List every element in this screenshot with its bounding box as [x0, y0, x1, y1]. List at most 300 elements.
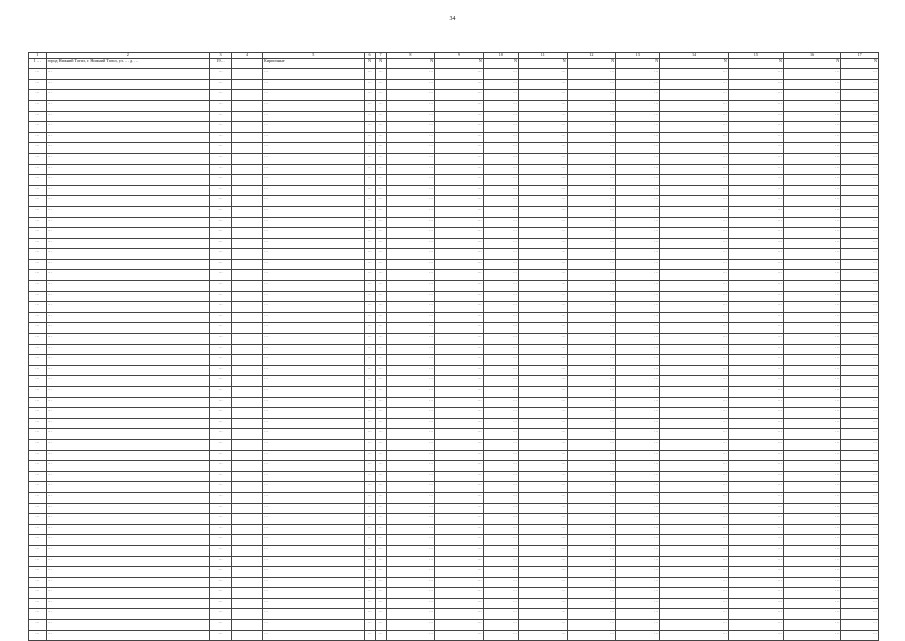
table-cell: … [616, 418, 660, 429]
table-cell: … [728, 588, 783, 599]
table-cell: … [364, 206, 375, 217]
table-cell: … [46, 69, 209, 80]
table-cell: … [46, 270, 209, 281]
table-row [29, 471, 879, 482]
table-cell: … [364, 217, 375, 228]
table-cell: … [375, 387, 386, 398]
table-cell: N [783, 58, 840, 69]
table-cell: … [435, 450, 484, 461]
table-cell: … [375, 323, 386, 334]
table-cell: … [616, 312, 660, 323]
table-cell: … [386, 259, 435, 270]
table-cell: … [660, 450, 728, 461]
table-cell: … [841, 365, 879, 376]
table-cell: … [263, 450, 365, 461]
table-cell: … [783, 228, 840, 239]
table-cell: … [728, 524, 783, 535]
table-cell: … [483, 334, 518, 345]
table-cell: … [728, 196, 783, 207]
table-row [29, 344, 879, 355]
table-cell: … [519, 259, 568, 270]
table-cell: … [263, 259, 365, 270]
table-cell: … [435, 598, 484, 609]
table-row [29, 365, 879, 376]
table-cell: … [483, 100, 518, 111]
table-cell: … [483, 175, 518, 186]
table-cell: … [46, 503, 209, 514]
table-cell: … [728, 461, 783, 472]
table-cell: … [841, 482, 879, 493]
table-row [29, 334, 879, 345]
table-cell: … [263, 270, 365, 281]
table-cell: … [660, 344, 728, 355]
table-cell: … [519, 418, 568, 429]
table-cell: … [263, 535, 365, 546]
table-cell: … [728, 302, 783, 313]
table-cell: … [375, 312, 386, 323]
table-row [29, 598, 879, 609]
table-cell: … [567, 206, 616, 217]
table-row [29, 100, 879, 111]
table-cell: … [435, 249, 484, 260]
table-cell: … [567, 79, 616, 90]
table-cell: … [483, 153, 518, 164]
table-cell: … [375, 196, 386, 207]
table-cell: … [616, 111, 660, 122]
table-cell: … [841, 206, 879, 217]
table-cell: … [728, 334, 783, 345]
table-cell: … [483, 111, 518, 122]
table-row [29, 429, 879, 440]
table-cell: … [210, 492, 232, 503]
table-cell: … [375, 408, 386, 419]
table-cell: … [783, 397, 840, 408]
table-cell: … [519, 196, 568, 207]
table-cell: … [435, 259, 484, 270]
table-row [29, 143, 879, 154]
table-cell: … [386, 598, 435, 609]
table-cell: … [46, 471, 209, 482]
table-cell: … [263, 122, 365, 133]
table-cell: … [483, 397, 518, 408]
table-cell: … [841, 228, 879, 239]
table-cell: … [783, 482, 840, 493]
table-cell: … [616, 630, 660, 641]
table-cell: … [386, 577, 435, 588]
table-cell: N [364, 58, 375, 69]
table-cell: … [46, 185, 209, 196]
table-cell: … [616, 376, 660, 387]
table-cell [232, 323, 263, 334]
table-cell: … [435, 482, 484, 493]
table-cell: … [783, 259, 840, 270]
table-cell: … [375, 132, 386, 143]
table-cell: … [660, 408, 728, 419]
table-cell: … [567, 175, 616, 186]
table-cell: … [519, 122, 568, 133]
table-cell: … [728, 418, 783, 429]
table-cell: … [841, 514, 879, 525]
table-cell: … [728, 175, 783, 186]
table-cell: … [210, 90, 232, 101]
table-cell: … [263, 344, 365, 355]
table-cell: … [616, 90, 660, 101]
table-cell: … [29, 132, 47, 143]
table-cell: … [483, 249, 518, 260]
table-cell: … [483, 556, 518, 567]
table-cell: … [263, 185, 365, 196]
table-cell: … [364, 439, 375, 450]
table-cell: … [435, 312, 484, 323]
table-cell: … [263, 598, 365, 609]
table-cell: … [783, 556, 840, 567]
table-cell [232, 196, 263, 207]
table-cell: … [364, 228, 375, 239]
table-cell: … [46, 450, 209, 461]
table-cell [232, 429, 263, 440]
table-cell: … [483, 503, 518, 514]
table-cell [232, 111, 263, 122]
table-cell: … [386, 620, 435, 631]
table-cell: … [386, 217, 435, 228]
table-cell: … [210, 153, 232, 164]
table-cell: … [46, 217, 209, 228]
table-cell: … [616, 217, 660, 228]
table-cell: … [263, 153, 365, 164]
table-cell: … [483, 196, 518, 207]
table-cell: … [364, 514, 375, 525]
table-cell: … [660, 228, 728, 239]
table-cell [232, 69, 263, 80]
table-cell [232, 620, 263, 631]
table-cell: … [660, 545, 728, 556]
table-cell [232, 238, 263, 249]
table-cell: … [483, 482, 518, 493]
table-cell: … [435, 535, 484, 546]
table-cell: … [841, 397, 879, 408]
table-cell [232, 259, 263, 270]
table-cell: … [841, 132, 879, 143]
table-cell: … [783, 567, 840, 578]
table-cell: … [841, 577, 879, 588]
table-cell: … [841, 90, 879, 101]
table-cell: … [519, 302, 568, 313]
table-cell: … [660, 418, 728, 429]
table-cell: … [263, 439, 365, 450]
table-cell: … [519, 439, 568, 450]
table-cell: … [435, 376, 484, 387]
table-cell: … [728, 217, 783, 228]
table-cell: … [616, 175, 660, 186]
table-cell: … [386, 90, 435, 101]
table-cell: … [841, 439, 879, 450]
table-row [29, 122, 879, 133]
table-cell: … [728, 323, 783, 334]
table-cell: … [841, 567, 879, 578]
table-cell: … [660, 175, 728, 186]
table-cell: … [435, 503, 484, 514]
table-cell: … [783, 270, 840, 281]
table-cell: … [783, 196, 840, 207]
table-cell: … [783, 249, 840, 260]
table-cell: … [616, 206, 660, 217]
table-cell: … [616, 397, 660, 408]
table-cell: … [375, 524, 386, 535]
table-cell: … [263, 461, 365, 472]
table-cell: … [660, 111, 728, 122]
table-cell: … [364, 90, 375, 101]
table-cell: … [435, 461, 484, 472]
table-cell: … [519, 143, 568, 154]
table-cell: … [660, 238, 728, 249]
column-number: 1 [29, 53, 47, 59]
table-cell [232, 344, 263, 355]
table-cell: … [783, 365, 840, 376]
table-cell: … [728, 153, 783, 164]
table-cell: … [435, 153, 484, 164]
table-cell: … [567, 588, 616, 599]
table-cell: … [263, 132, 365, 143]
table-cell: … [435, 291, 484, 302]
table-cell: … [841, 164, 879, 175]
table-cell: … [46, 535, 209, 546]
table-cell: … [29, 164, 47, 175]
table-cell: … [483, 545, 518, 556]
table-cell: … [567, 270, 616, 281]
table-cell: … [483, 387, 518, 398]
table-cell: … [375, 79, 386, 90]
table-cell: … [375, 270, 386, 281]
table-cell: … [46, 567, 209, 578]
table-cell: … [364, 471, 375, 482]
table-cell: … [375, 429, 386, 440]
table-cell: … [386, 185, 435, 196]
table-cell: … [841, 450, 879, 461]
table-cell: … [263, 143, 365, 154]
table-cell: … [567, 429, 616, 440]
table-cell: … [364, 609, 375, 620]
table-cell: … [263, 429, 365, 440]
table-cell: … [728, 100, 783, 111]
table-cell: … [660, 143, 728, 154]
table-cell: … [386, 524, 435, 535]
table-cell: … [46, 492, 209, 503]
column-number: 7 [375, 53, 386, 59]
table-cell: … [435, 323, 484, 334]
table-row [29, 418, 879, 429]
table-cell: … [364, 270, 375, 281]
table-cell: … [364, 111, 375, 122]
table-cell: … [263, 291, 365, 302]
table-cell [232, 609, 263, 620]
table-cell: … [616, 69, 660, 80]
table-cell: … [567, 450, 616, 461]
table-cell: … [660, 302, 728, 313]
table-cell: … [386, 153, 435, 164]
table-cell: … [841, 122, 879, 133]
table-cell: … [386, 132, 435, 143]
table-cell: … [567, 376, 616, 387]
table-cell: … [375, 545, 386, 556]
table-row [29, 185, 879, 196]
table-cell: … [263, 588, 365, 599]
column-number: 6 [364, 53, 375, 59]
table-cell: … [263, 492, 365, 503]
table-cell: … [783, 291, 840, 302]
table-cell: … [783, 302, 840, 313]
table-cell: … [841, 185, 879, 196]
table-cell: … [386, 471, 435, 482]
table-row [29, 482, 879, 493]
table-cell: … [263, 397, 365, 408]
table-cell: … [364, 545, 375, 556]
table-cell: … [567, 514, 616, 525]
table-row [29, 588, 879, 599]
table-cell: … [567, 249, 616, 260]
table-cell [232, 524, 263, 535]
table-row [29, 439, 879, 450]
table-cell: … [783, 598, 840, 609]
table-row [29, 281, 879, 292]
table-cell: … [210, 69, 232, 80]
table-cell: … [660, 69, 728, 80]
table-cell [232, 492, 263, 503]
table-cell [232, 122, 263, 133]
table-cell: … [483, 344, 518, 355]
table-cell: … [435, 630, 484, 641]
table-cell: … [728, 450, 783, 461]
table-cell: … [483, 598, 518, 609]
column-number: 16 [783, 53, 840, 59]
table-cell: … [519, 217, 568, 228]
table-cell: … [435, 609, 484, 620]
table-cell: … [483, 270, 518, 281]
table-cell: … [483, 132, 518, 143]
table-cell: … [46, 153, 209, 164]
table-cell: … [519, 397, 568, 408]
table-cell: … [783, 153, 840, 164]
table-cell: … [375, 471, 386, 482]
table-cell [232, 143, 263, 154]
table-row [29, 249, 879, 260]
table-cell [232, 545, 263, 556]
table-cell: … [783, 503, 840, 514]
table-cell: … [616, 228, 660, 239]
table-cell: … [728, 630, 783, 641]
table-cell: … [29, 376, 47, 387]
table-cell: … [567, 408, 616, 419]
table-cell [232, 556, 263, 567]
table-cell: … [29, 365, 47, 376]
table-cell: … [841, 111, 879, 122]
table-cell: N [567, 58, 616, 69]
table-cell: … [783, 439, 840, 450]
table-cell: … [263, 323, 365, 334]
table-cell: … [210, 461, 232, 472]
table-row [29, 164, 879, 175]
table-cell: … [435, 397, 484, 408]
table-cell: … [210, 387, 232, 398]
table-cell: … [567, 418, 616, 429]
table-cell: … [375, 397, 386, 408]
table-cell: … [483, 439, 518, 450]
table-cell: … [728, 545, 783, 556]
table-cell: … [435, 185, 484, 196]
table-cell [232, 567, 263, 578]
table-cell: … [375, 450, 386, 461]
table-cell: … [435, 567, 484, 578]
table-cell [232, 217, 263, 228]
table-cell: … [783, 461, 840, 472]
table-cell: … [210, 132, 232, 143]
table-cell: … [616, 482, 660, 493]
table-cell: … [783, 524, 840, 535]
table-cell [232, 630, 263, 641]
table-cell: … [263, 228, 365, 239]
table-cell: … [567, 259, 616, 270]
table-cell: … [616, 471, 660, 482]
table-cell: … [375, 492, 386, 503]
table-cell: … [435, 545, 484, 556]
table-cell: … [519, 514, 568, 525]
table-cell: … [29, 69, 47, 80]
table-row [29, 387, 879, 398]
table-cell: … [841, 429, 879, 440]
table-cell: … [375, 217, 386, 228]
table-cell: … [616, 577, 660, 588]
table-cell: … [263, 418, 365, 429]
table-cell: … [375, 259, 386, 270]
table-cell: … [364, 334, 375, 345]
table-cell: … [616, 429, 660, 440]
table-cell: … [386, 312, 435, 323]
table-cell: … [567, 503, 616, 514]
table-cell: … [386, 323, 435, 334]
table-cell: … [210, 556, 232, 567]
table-cell: … [519, 620, 568, 631]
table-cell: … [364, 196, 375, 207]
table-cell: … [210, 577, 232, 588]
table-cell: … [263, 503, 365, 514]
table-cell [232, 281, 263, 292]
table-row [29, 79, 879, 90]
table-cell: … [567, 196, 616, 207]
table-cell: … [210, 185, 232, 196]
table-cell: … [386, 429, 435, 440]
table-cell: … [483, 259, 518, 270]
table-cell: … [46, 334, 209, 345]
table-cell [232, 100, 263, 111]
table-cell: … [616, 344, 660, 355]
table-cell: … [29, 291, 47, 302]
table-row [29, 450, 879, 461]
table-cell: N [728, 58, 783, 69]
table-cell: … [29, 153, 47, 164]
table-cell: … [660, 259, 728, 270]
table-cell: … [519, 79, 568, 90]
table-cell: … [29, 471, 47, 482]
table-cell: … [435, 387, 484, 398]
table-cell: … [841, 408, 879, 419]
table-cell: … [841, 461, 879, 472]
table-cell: … [783, 217, 840, 228]
table-cell: 19… [210, 58, 232, 69]
table-cell: … [29, 577, 47, 588]
table-cell: … [263, 482, 365, 493]
table-cell: … [483, 228, 518, 239]
table-cell [232, 58, 263, 69]
table-cell: … [29, 206, 47, 217]
